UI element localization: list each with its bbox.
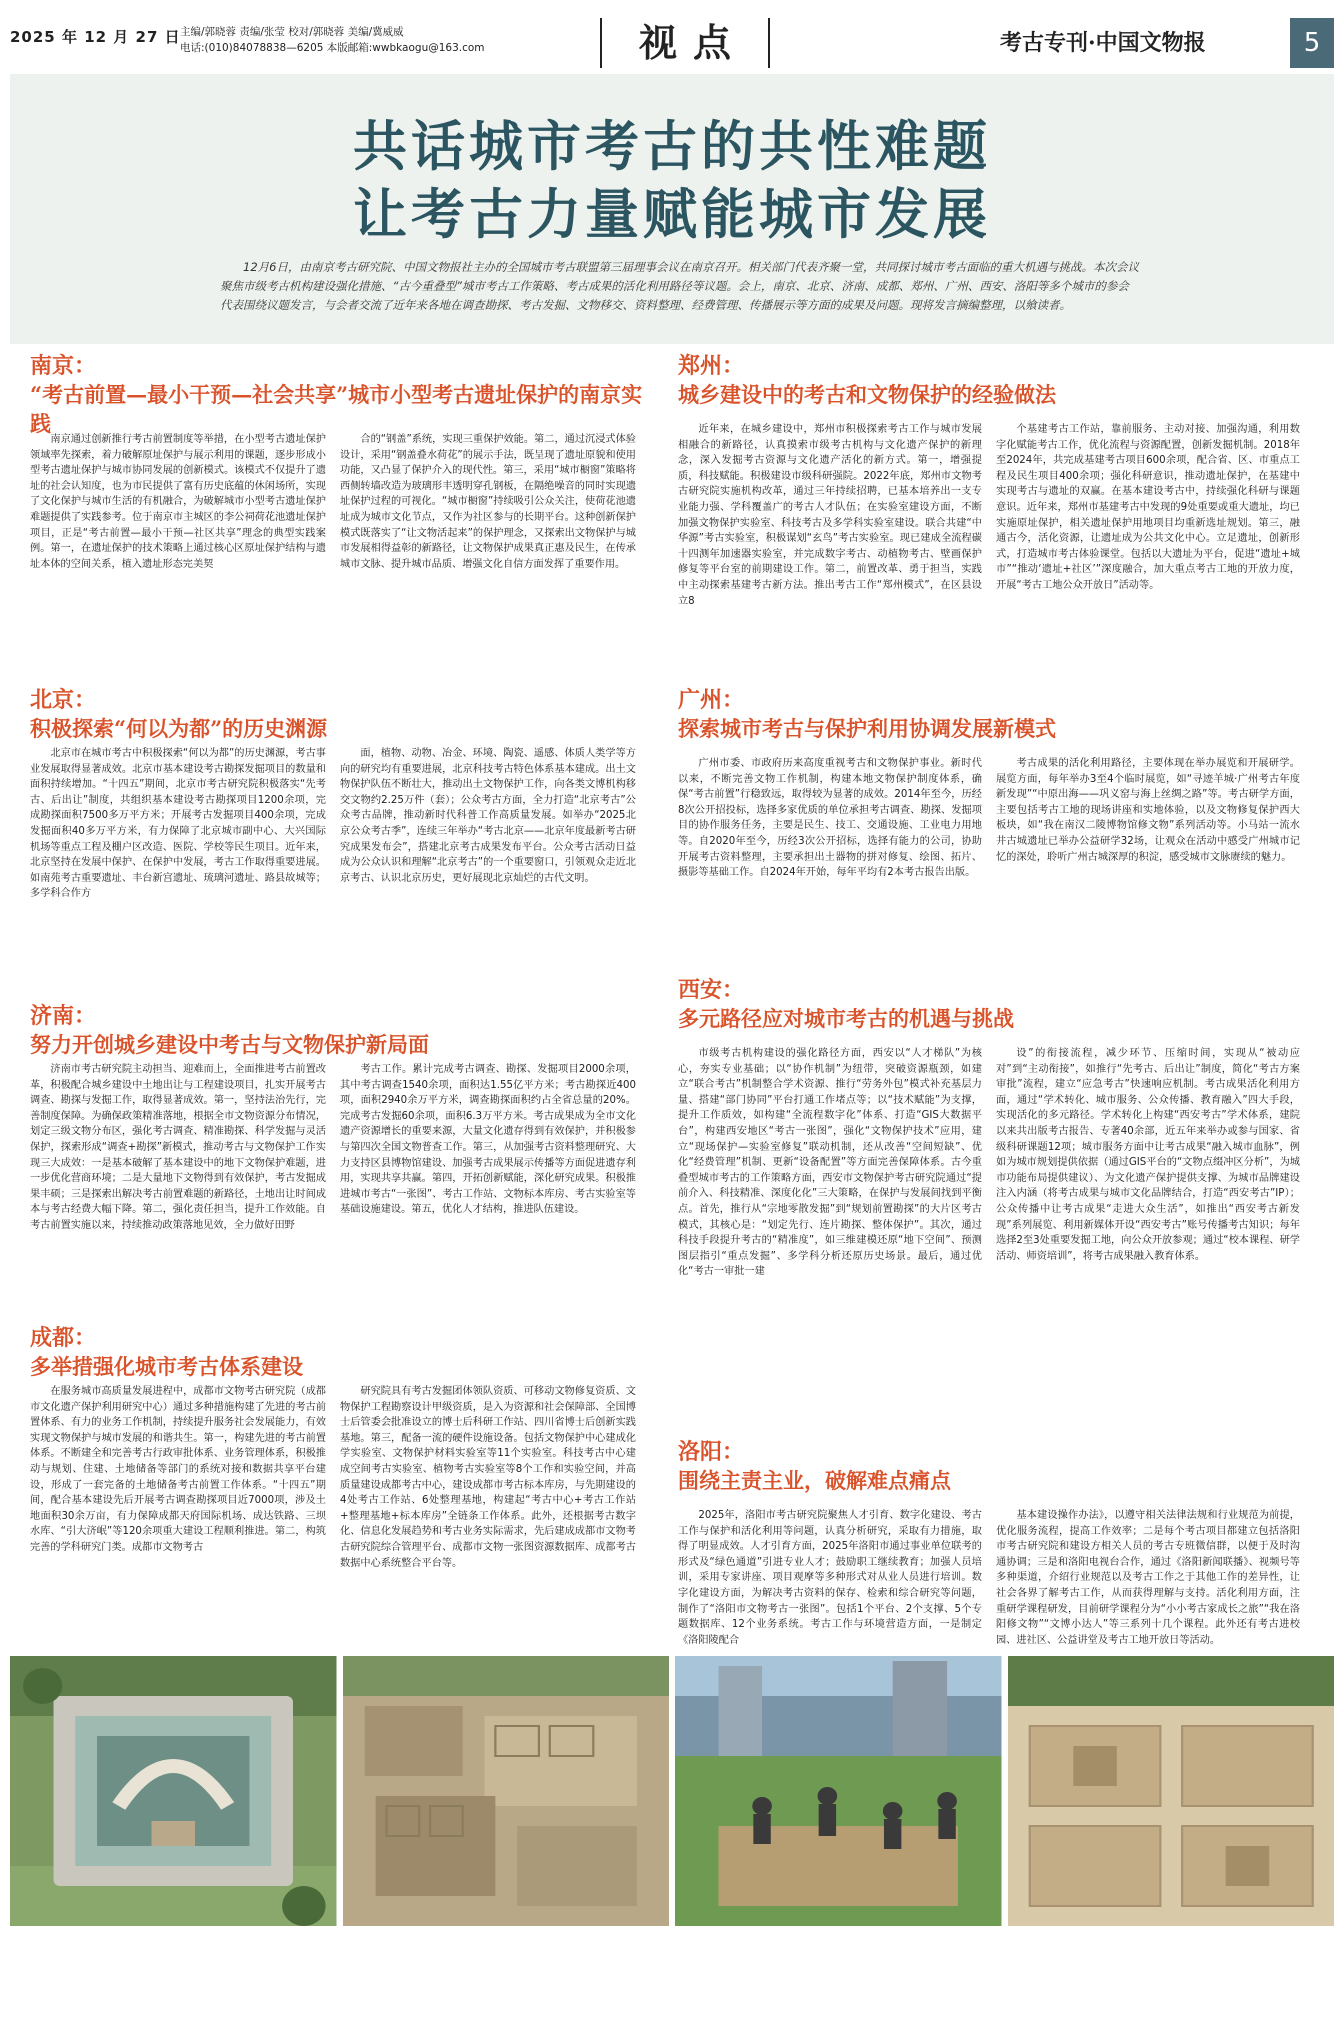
article-body-column	[30, 1062, 326, 1312]
article-paragraph: 市级考古机构建设的强化路径方面，西安以“人才梯队”为核心，夯实专业基础；以“协作机制”为纽带，突破资源瓶颈，如建立“联合考古”机制整合学术资源、推行“劳务外包”模式补充基层力量、搭建“部门协同”平台打通工作堵点等；以“技术赋能”为支撑，提升工作质效，如构建“全流程数字化”体系、打造“GIS大数据平台”，构建西安地区“考古一张图”，强化“文物保护技术”应用，建立“现场保护—实验室修复”联动机制，还从改善“空间短缺”、优化“经费管理”机制、更新“设备配置”等方面完善保障体系。古今重叠型城市考古的工作策略方面，西安市文物保护考古研究院通过“提前介入、科技精准、深度化化”三大策略，在保护与发展间找到平衡点。首先，推行从“宗地零散发掘”到“规划前置勘探”的大片区考古模式，其核心是：“划定先行、连片勘探、整体保护”。其次，通过科技手段提升考古的“精准度”，如三维建模还原“地下空间”、预测图层指引“重点发掘”、多学科分析还原历史场景。最后，通过优化“考古一审批一建	[678, 1048, 982, 1278]
article-city: 济南：	[30, 1003, 97, 1029]
article-paragraph: 研究院具有考古发掘团体领队资质、可移动文物修复资质、文物保护工程勘察设计甲级资质，是入为资源和社会保障部、全国博士后管委会批准设立的博士后科研工作站、四川省博士后创新实践基地。第三，配备一流的硬件设施设备。包括文物保护中心建成化学实验室、文物保护材料实验室等11个实验室。科技考古中心建成空间考古实验室、植物考古实验室等8个工作和实验空间，并高质量建设成都考古中心，建设成都市考古标本库房，与先期建设的4处考古工作站、6处整理基地，构建起“考古中心+考古工作站+整理基地+标本库房”全链条工作体系。此外，还根据考古数字化、信息化发展趋势和考古业务实际需求，先后建成成都市文物考古研究院综合管理平台、成都市文物一张图资源数据库、成都考古数据中心系统整合平台等。	[340, 1386, 636, 1569]
article-paragraph: 济南市考古研究院主动担当、迎难而上，全面推进考古前置改革，积极配合城乡建设中土地出让与工程建设项目，扎实开展考古调查、勘探与发掘工作，取得显著成效。第一，坚持法治先行，完善制度保障。为确保政策精准落地，根据全市文物资源分布情况，划定三级文物分布区，强化考古调查、精准勘探、科学发掘与灵活保护，探索形成“调查+勘探”新模式，推动考古与文物保护工作实现三大成效：一是基本破解了基本建设中的地下文物保护难题，进一步优化营商环境；二是大量地下文物得到有效保护，考古发掘成果丰硕；三是探索出解决考古前置难题的新路径，土地出让时间成本与考古经费大幅下降。第二，强化责任担当，提升工作效能。自考古前置实施以来，持续推动政策落地见效，全力做好田野	[30, 1064, 326, 1231]
article-body-column	[996, 1046, 1300, 1430]
article-paragraph: 近年来，在城乡建设中，郑州市积极探索考古工作与城市发展相融合的新路径，认真摸索市级考古机构与文化遗产保护的新理念，深入发掘考古资源与文化遗产活化的新方式。第一，增强提质，科技赋能。积极建设市级科研强院。2022年底，郑州市文物考古研究院实施机构改革，通过三年持续招聘，已基本培养出一支专业能力强、学科覆盖广的考古人才队伍；在实验室建设方面，不断加强文物保护实验室、科技考古及多学科实验室建设。联合共建“中华源”考古实验室，积极谋划“玄鸟”考古实验室。现已建成全流程碳十四测年加速器实验室，并完成数字考古、动植物考古、壁画保护修复等平台室的前期建设工作。第二，前置改革、勇于担当，实践中主动探索基建考古新方法。推出考古工作“郑州模式”，在区县设立8	[678, 424, 982, 607]
article-beijing	[30, 686, 650, 926]
article-subtitle: 努力开创城乡建设中考古与文物保护新局面	[30, 1032, 429, 1057]
excavation-aerial-photo	[343, 1656, 670, 1926]
headline-line-2: 让考古力量赋能城市发展	[353, 182, 991, 246]
article-city: 郑州：	[678, 353, 745, 379]
article-body-column	[678, 756, 982, 936]
article-xian	[678, 976, 1314, 1440]
article-body-column	[30, 432, 326, 602]
article-jinan	[30, 1002, 650, 1322]
credits-line-2: 电话:(010)84078838—6205 本版邮箱:wwbkaogu@163.com	[180, 42, 485, 54]
article-body-column	[30, 1384, 326, 1636]
article-body-column	[996, 756, 1300, 936]
article-city: 南京：	[30, 353, 97, 379]
article-body-column	[678, 1046, 982, 1430]
article-body-column	[340, 432, 636, 602]
article-paragraph: 基本建设操作办法》，以遵守相关法律法规和行业规范为前提，优化服务流程，提高工作效率；二是每个考古项目都建立包括洛阳市考古研究院和建设方相关人员的考古专班微信群，以便于及时沟通协调；三是和洛阳电视台合作，通过《洛阳新闻联播》、视频号等多种渠道，介绍行业规范以及考古工作之于其他工作的差异性，让社会各界了解考古工作，从而获得理解与支持。活化利用方面，注重研学课程研发，目前研学课程分为“小小考古家成长之旅”“我在洛阳修文物”“文博小达人”等三系列十几个课程。此外还有考古进校园、进社区、公益讲堂及考古工地开放日等活动。	[996, 1510, 1300, 1646]
article-subtitle: 多元路径应对城市考古的机遇与挑战	[678, 1006, 1014, 1031]
article-paragraph: 考古工作。累计完成考古调查、勘探、发掘项目2000余项，其中考古调查1540余项，面积达1.55亿平方米；考古勘探近400项，面积2940余万平方米，调查勘探面积约占全省总量的20%。完成考古发掘60余项，面积6.3万平方米。考古成果成为全市文化遗产资源增长的重要来源，大量文化遗存得到有效保护，并积极参与第四次全国文物普查工作。第三，从加强考古资料整理研究、大力支持区县博物馆建设、加强考古成果展示传播等方面促进遗存利用，实现共享共赢。第四，开拓创新赋能，深化研究成果。积极推进城市考古“一张图”、考古工作站、文物标本库房、考古实验室等基础设施建设。第五，优化人才结构，推进队伍建设。	[340, 1064, 636, 1216]
article-paragraph: 面，植物、动物、冶金、环境、陶瓷、遥感、体质人类学等方向的研究均有重要进展，北京科技考古特色体系基本建成。出土文物保护队伍不断壮大，推动出土文物保护工作，向各类文博机构移交文物约2.25万件（套）；公众考古方面，全力打造“北京考古”公众考古品牌，推动新时代科普工作高质量发展。如举办“2025北京公众考古季”，连续三年举办“考古北京——北京年度最新考古研究成果发布会”，搭建北京考古成果发布平台。公众考古活动日益成为公众认识和理解“北京考古”的一个重要窗口，引领观众走近北京考古、认识北京历史，更好展现北京灿烂的古代文明。	[340, 748, 636, 884]
site-aerial-photo	[10, 1656, 337, 1926]
article-subtitle: 围绕主责主业，破解难点痛点	[678, 1468, 951, 1493]
article-body-column	[996, 1508, 1300, 1678]
article-city: 广州：	[678, 687, 745, 713]
article-body-column	[678, 1508, 982, 1678]
article-paragraph: 南京通过创新推行考古前置制度等举措，在小型考古遗址保护领域率先探索，着力破解原址保护与展示利用的课题，逐步形成小型考古遗址保护与城市协同发展的创新模式。该模式不仅提升了遗址的社会认知度，也为市民提供了富有历史底蕴的休闲场所，实现了文化保护与城市生活的有机融合，为破解城市小型考古遗址保护难题提供了实践参考。位于南京市主城区的李公祠荷花池遗址保护项目，正是“考古前置—最小干预—社区共享”理念的典型实践案例。第一，在遗址保护的技术策略上通过核心区原址保护结构与遗址本体的空间关系，植入遗址形态完美契	[30, 434, 326, 570]
article-paragraph: 设”的衔接流程，减少环节、压缩时间，实现从“被动应对”到“主动衔接”，如推行“先考古、后出让”制度，简化“考古方案审批”流程，建立“应急考古”快速响应机制。考古成果活化利用方面，通过“学术转化、城市服务、公众传播、教育融入”四大手段，实现活化的多元路径。学术转化上构建“西安考古”学术体系，建院以来共出版考古报告、专著40余部，近五年来举办或参与国家、省级科研课题12项；城市服务方面中让考古成果“融入城市血脉”，例如为城市规划提供依据（通过GIS平台的“文物点缀冲区分析”，为城市功能布局提供建议）、为文化遗产保护提供支撑、为城市品牌建设注入内涵（将考古成果与城市文化品牌结合，打造“西安考古”IP）；公众传播中让考古成果“走进大众生活”，如推出“西安考古新发现”系列展览、利用新媒体开设“西安考古”账号传播考古知识；每年选择2至3处重要发掘工地，向公众开放参观；通过“校本课程、研学活动、师资培训”，将考古成果融入教育体系。	[996, 1048, 1300, 1262]
article-paragraph: 合的“钢盖”系统，实现三重保护效能。第二，通过沉浸式体验设计，采用“钢盖叠水荷花”的展示手法，既呈现了遗址原貌和使用功能，又凸显了保护介入的现代性。第三，采用“城市橱窗”策略将西侧转墙改造为玻璃形丰透明穿孔钢板，在隔绝噪音的同时实现遗址保护过程的可视化。“城市橱窗”持续吸引公众关注，使荷花池遗址成为城市文化节点，又作为社区参与的长期平台。这种创新保护模式既落实了“让文物活起来”的保护理念，又探索出文物保护与城市发展相得益彰的新路径，让文物保护成果真正惠及民生，在传承城市文脉、提升城市品质、增强文化自信方面发挥了重要作用。	[340, 434, 636, 570]
lead-header	[10, 74, 1334, 344]
newspaper-name: 考古专刊·中国文物报	[1000, 30, 1206, 56]
article-body-column	[340, 746, 636, 916]
article-paragraph: 个基建考古工作站，靠前服务、主动对接、加强沟通，利用数字化赋能考古工作，优化流程与资源配置，创新发掘机制。2018年至2024年，共完成基建考古项目600余项，配合省、区、市重点工程及民生项目400余项；强化科研意识，推动遗址保护，在基建中实现考古与遗址的双赢。在基本建设考古中，持续强化科研与课题意识。近年来，郑州市基建考古中发现的9处重要或重大遗址，均已实施原址保护，相关遗址保护用地项目均重新选址规划。第三，融通古今，活化资源，让遗址成为公共文化中心。立足遗址，创新形式，打造城市考古体验课堂。包括以大遗址为平台，促进“遗址+城市”“推动‘遗址+社区’”深度融合，加大重点考古工地的开放力度，开展“考古工地公众开放日”活动等。	[996, 424, 1300, 591]
article-subtitle: 多举措强化城市考古体系建设	[30, 1354, 303, 1379]
article-zhengzhou	[678, 352, 1314, 662]
article-city: 北京：	[30, 687, 97, 713]
headline-line-1: 共话城市考古的共性难题	[353, 114, 991, 178]
article-paragraph: 广州市委、市政府历来高度重视考古和文物保护事业。新时代以来，不断完善文物工作机制，构建本地文物保护制度体系，确保“考古前置”行稳致远，取得较为显著的成效。2014年至今，历经8次公开招投标，选择多家优质的单位承担考古调查、勘探、发掘项目的协作服务任务，主要是民生、技工、交通设施、工业电力用地等。自2020年至今，历经3次公开招标，选择有能力的公司，协助开展考古资料整理，主要承担出土器物的拼对修复、绘图、拓片、摄影等基础工作。自2024年开始，每年平均有2本考古报告出版。	[678, 758, 982, 879]
article-body-column	[30, 746, 326, 916]
article-luoyang	[678, 1438, 1314, 1688]
photo-strip	[10, 1656, 1334, 1926]
article-body-column	[340, 1062, 636, 1312]
article-subtitle: 积极探索“何以为都”的历史渊源	[30, 716, 328, 741]
issue-date: 2025 年 12 月 27 日	[10, 28, 181, 46]
page-number: 5	[1290, 18, 1334, 68]
lead-intro: 12月6日，由南京考古研究院、中国文物报社主办的全国城市考古联盟第三届理事会议在南京召开。相关部门代表齐聚一堂，共同探讨城市考古面临的重大机遇与挑战。本次会议聚焦市级考古机构建设强化措施、“古今重叠型”城市考古工作策略、考古成果的活化利用路径等议题。会上，南京、北京、济南、成都、郑州、广州、西安、洛阳等多个城市的参会代表围绕议题发言，与会者交流了近年来各地在调查勘探、考古发掘、文物移交、资料整理、经费管理、传播展示等方面的成果及问题。现将发言摘编整理，以飨读者。	[220, 260, 1139, 312]
public-archaeology-photo	[675, 1656, 1002, 1926]
editor-credits	[180, 24, 600, 56]
section-name: 视点	[600, 18, 770, 68]
article-paragraph: 2025年，洛阳市考古研究院聚焦人才引育、数字化建设、考古工作与保护和活化利用等问题，认真分析研究，采取有力措施，取得了明显成效。人才引育方面，2025年洛阳市通过事业单位联考的形式及“绿色通道”引进专业人才；鼓励职工继续教育；加强人员培训，采用专家讲座、项目观摩等多种形式对从业人员进行培训。数字化建设方面，为解决考古资料的保存、检索和综合研究等问题，制作了“洛阳市文物考古一张图”。包括1个平台、2个支撑、5个专题数据库、12个业务系统。考古工作与环境营造方面，一是制定《洛阳陵配合	[678, 1510, 982, 1646]
article-city: 成都：	[30, 1325, 97, 1351]
excavation-trench-photo	[1008, 1656, 1335, 1926]
credits-line-1: 主编/郭晓蓉 责编/张莹 校对/郭晓蓉 美编/冀威威	[180, 26, 404, 38]
article-subtitle: 城乡建设中的考古和文物保护的经验做法	[678, 382, 1056, 407]
article-body-column	[678, 422, 982, 652]
article-chengdu	[30, 1324, 650, 1646]
article-body-column	[340, 1384, 636, 1636]
article-city: 西安：	[678, 977, 745, 1003]
article-paragraph: 北京市在城市考古中积极探索“何以为都”的历史渊源，考古事业发展取得显著成效。北京市基本建设考古勘探发掘项目的数量和面积持续增加。“十四五”期间，北京市考古研究院积极落实“先考古、后出让”制度，共组织基本建设考古勘探项目1200余项，完成勘探面积7500多万平方米；开展考古发掘项目400余项，完成发掘面积40多万平方米，有力保障了北京城市副中心、大兴国际机场等重点工程及棚户区改造、医院、学校等民生项目。近年来，北京坚持在发展中保护、在保护中发展，考古工作取得重要进展。如南苑考古重要遗址、丰台新宫遗址、琉璃河遗址、路县故城等；多学科合作方	[30, 748, 326, 900]
article-paragraph: 考古成果的活化利用路径，主要体现在举办展览和开展研学。展览方面，每年举办3至4个临时展览，如“寻迹羊城·广州考古年度新发现”“中原出海——巩义窑与海上丝绸之路”等。考古研学方面，主要包括考古工地的现场讲座和实地体验，以及文物修复保护西大板块，如“我在南汉二陵博物馆修文物”系列活动等。小马站一流水井古城遗址已举办公益研学32场，让观众在活动中感受广州城市记忆的深处，聆听广州古城深厚的积淀，感受城市文脉赓续的魅力。	[996, 758, 1300, 863]
article-guangzhou	[678, 686, 1314, 946]
article-city: 洛阳：	[678, 1439, 745, 1465]
article-body-column	[996, 422, 1300, 652]
article-subtitle: “考古前置—最小干预—社会共享”城市小型考古遗址保护的南京实践	[30, 382, 643, 436]
article-subtitle: 探索城市考古与保护利用协调发展新模式	[678, 716, 1056, 741]
masthead	[10, 18, 1334, 70]
article-paragraph: 在服务城市高质量发展进程中，成都市文物考古研究院（成都市文化遗产保护利用研究中心）通过多种措施构建了先进的考古前置体系、有力的业务工作机制，持续提升服务社会发展能力，有效实现文物保护与城市发展的和谐共生。第一，构建先进的考古前置体系。不断建全和完善考古行政审批体系、业务管理体系，积极推动与规划、住建、土地储备等部门的系统对接和数据共享平台建设，形成了一套完备的土地储备考古前置工作体系。“十四五”期间，配合基本建设先后开展考古调查勘探项目近7000项，涉及土地面积30余万亩，有力保障成都天府国际机场、成达铁路、三坝水库、“引大济岷”等120余项重大建设工程顺利推进。第二，构筑完善的学科研究门类。成都市文物考古	[30, 1386, 326, 1553]
article-nanjing	[30, 352, 650, 612]
